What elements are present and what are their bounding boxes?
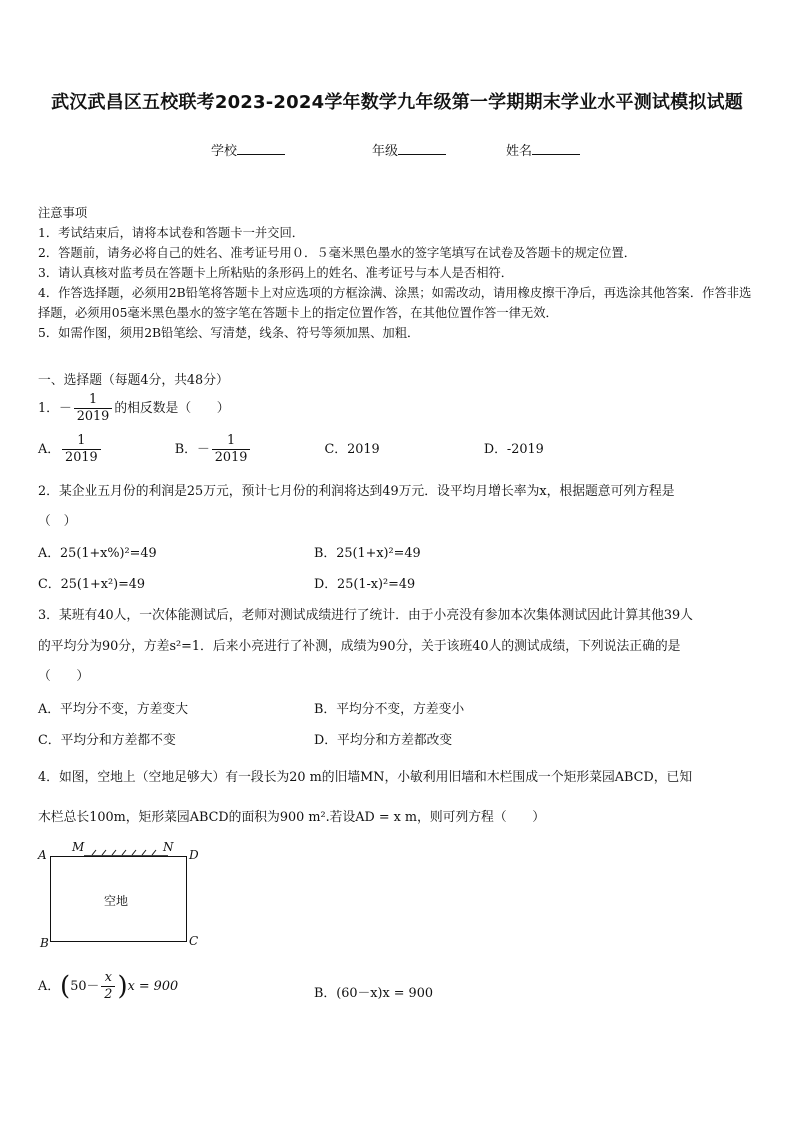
q1-option-d: D．-2019 xyxy=(483,442,544,457)
q1-b-label: B．－ xyxy=(174,442,210,457)
q1-a-den: 2019 xyxy=(65,450,98,465)
q4-a-num: x xyxy=(101,970,115,987)
q3-option-b: B．平均分不变，方差变小 xyxy=(314,702,465,717)
label-a: A xyxy=(38,848,47,862)
empty-land-label: 空地 xyxy=(104,894,129,908)
label-n: N xyxy=(163,840,174,854)
q3-stem-line2: 的平均分为90分，方差s²=1．后来小亮进行了补测，成绩为90分，关于该班40人的测试成绩，下列说法正确的是 xyxy=(38,639,681,654)
q3-stem-line1: 3．某班有40人，一次体能测试后，老师对测试成绩进行了统计．由于小亮没有参加本次集体测试因此计算其他39人 xyxy=(38,608,693,623)
q1-options xyxy=(38,433,544,466)
q2-option-b: B．25(1+x)²=49 xyxy=(314,546,421,561)
school-blank xyxy=(237,142,285,155)
note-item: 2．答题前，请务必将自己的姓名、准考证号用０．５毫米黑色墨水的签字笔填写在试卷及答题卡的规定位置． xyxy=(38,246,637,260)
paren-open: ( xyxy=(60,971,71,1002)
section-heading: 一、选择题（每题4分，共48分） xyxy=(38,373,229,388)
q1-den: 2019 xyxy=(76,409,110,424)
q2-option-a: A．25(1+x%)²=49 xyxy=(38,546,157,561)
q3-option-a: A．平均分不变，方差变大 xyxy=(38,702,189,717)
q2-stem: 2．某企业五月份的利润是25万元，预计七月份的利润将达到49万元．设平均月增长率为x，根据题意可列方程是 xyxy=(38,484,675,499)
q4-a-label: A． xyxy=(38,979,61,994)
q1-a-fraction xyxy=(62,433,101,466)
q2-paren: （ ） xyxy=(38,514,77,529)
q4-stem-line1: 4．如图，空地上（空地足够大）有一段长为20 m的旧墙MN，小敏利用旧墙和木栏围成一个矩形菜园ABCD，已知 xyxy=(38,770,693,785)
name-blank xyxy=(532,142,580,155)
notes-heading: 注意事项 xyxy=(38,206,88,220)
q1-option-b xyxy=(174,433,253,465)
name-label: 姓名 xyxy=(506,144,533,159)
q1-b-num: 1 xyxy=(212,433,251,450)
grade-label: 年级 xyxy=(372,144,399,159)
q4-option-a xyxy=(38,970,178,1003)
hatch-marks xyxy=(92,850,156,855)
q1-a-num: 1 xyxy=(62,433,101,450)
q4-option-b: B．(60－x)x = 900 xyxy=(314,986,433,1001)
q4-a-post: x = 900 xyxy=(127,979,179,994)
label-c: C xyxy=(189,934,199,948)
school-field xyxy=(211,140,285,159)
q3-option-c: C．平均分和方差都不变 xyxy=(38,733,176,748)
label-m: M xyxy=(72,840,85,854)
q4-a-fraction xyxy=(101,970,115,1003)
grade-blank xyxy=(398,142,446,155)
q4-a-den: 2 xyxy=(104,987,113,1002)
note-item: 3．请认真核对监考员在答题卡上所粘贴的条形码上的姓名、准考证号与本人是否相符． xyxy=(38,266,514,280)
q4-stem-line2: 木栏总长100m，矩形菜园ABCD的面积为900 m².若设AD = x m，则可列方程（ ） xyxy=(38,810,546,825)
note-item: 5．如需作图，须用2B铅笔绘、写清楚，线条、符号等须加黑、加粗． xyxy=(38,326,420,340)
label-b: B xyxy=(40,936,49,950)
notes-block xyxy=(38,203,758,343)
q1-option-c: C．2019 xyxy=(324,442,380,457)
q3-paren: （ ） xyxy=(38,669,90,684)
paren-close: ) xyxy=(117,971,128,1002)
page-title: 武汉武昌区五校联考2023-2024学年数学九年级第一学期期末学业水平测试模拟试题 xyxy=(51,92,743,113)
q1-a-label: A． xyxy=(38,442,61,457)
q3-option-d: D．平均分和方差都改变 xyxy=(314,733,453,748)
school-label: 学校 xyxy=(211,144,238,159)
q1-b-fraction xyxy=(212,433,251,466)
q4-figure xyxy=(36,840,206,950)
q1-option-a xyxy=(38,433,103,465)
q1-prefix: 1．－ xyxy=(38,401,72,416)
note-item: 4．作答选择题，必须用2B铅笔将答题卡上对应选项的方框涂满、涂黑；如需改动，请用橡皮擦干净后，再选涂其他答案．作答非选择题，必须用05毫米黑色墨水的签字笔在答题卡上的指定位置作答，在其他位置作答一律无效． xyxy=(38,286,752,320)
q1-b-den: 2019 xyxy=(214,450,248,465)
q1-fraction xyxy=(74,392,113,425)
q2-option-c: C．25(1+x²)=49 xyxy=(38,577,146,592)
q1-stem xyxy=(38,392,230,425)
q2-option-d: D．25(1-x)²=49 xyxy=(314,577,416,592)
q1-suffix: 的相反数是（ ） xyxy=(114,401,230,416)
q1-num: 1 xyxy=(74,392,113,409)
note-item: 1．考试结束后，请将本试卷和答题卡一并交回． xyxy=(38,226,305,240)
grade-field xyxy=(372,140,446,159)
q4-a-pre: 50－ xyxy=(70,979,100,994)
name-field xyxy=(506,140,580,159)
label-d: D xyxy=(189,848,199,862)
